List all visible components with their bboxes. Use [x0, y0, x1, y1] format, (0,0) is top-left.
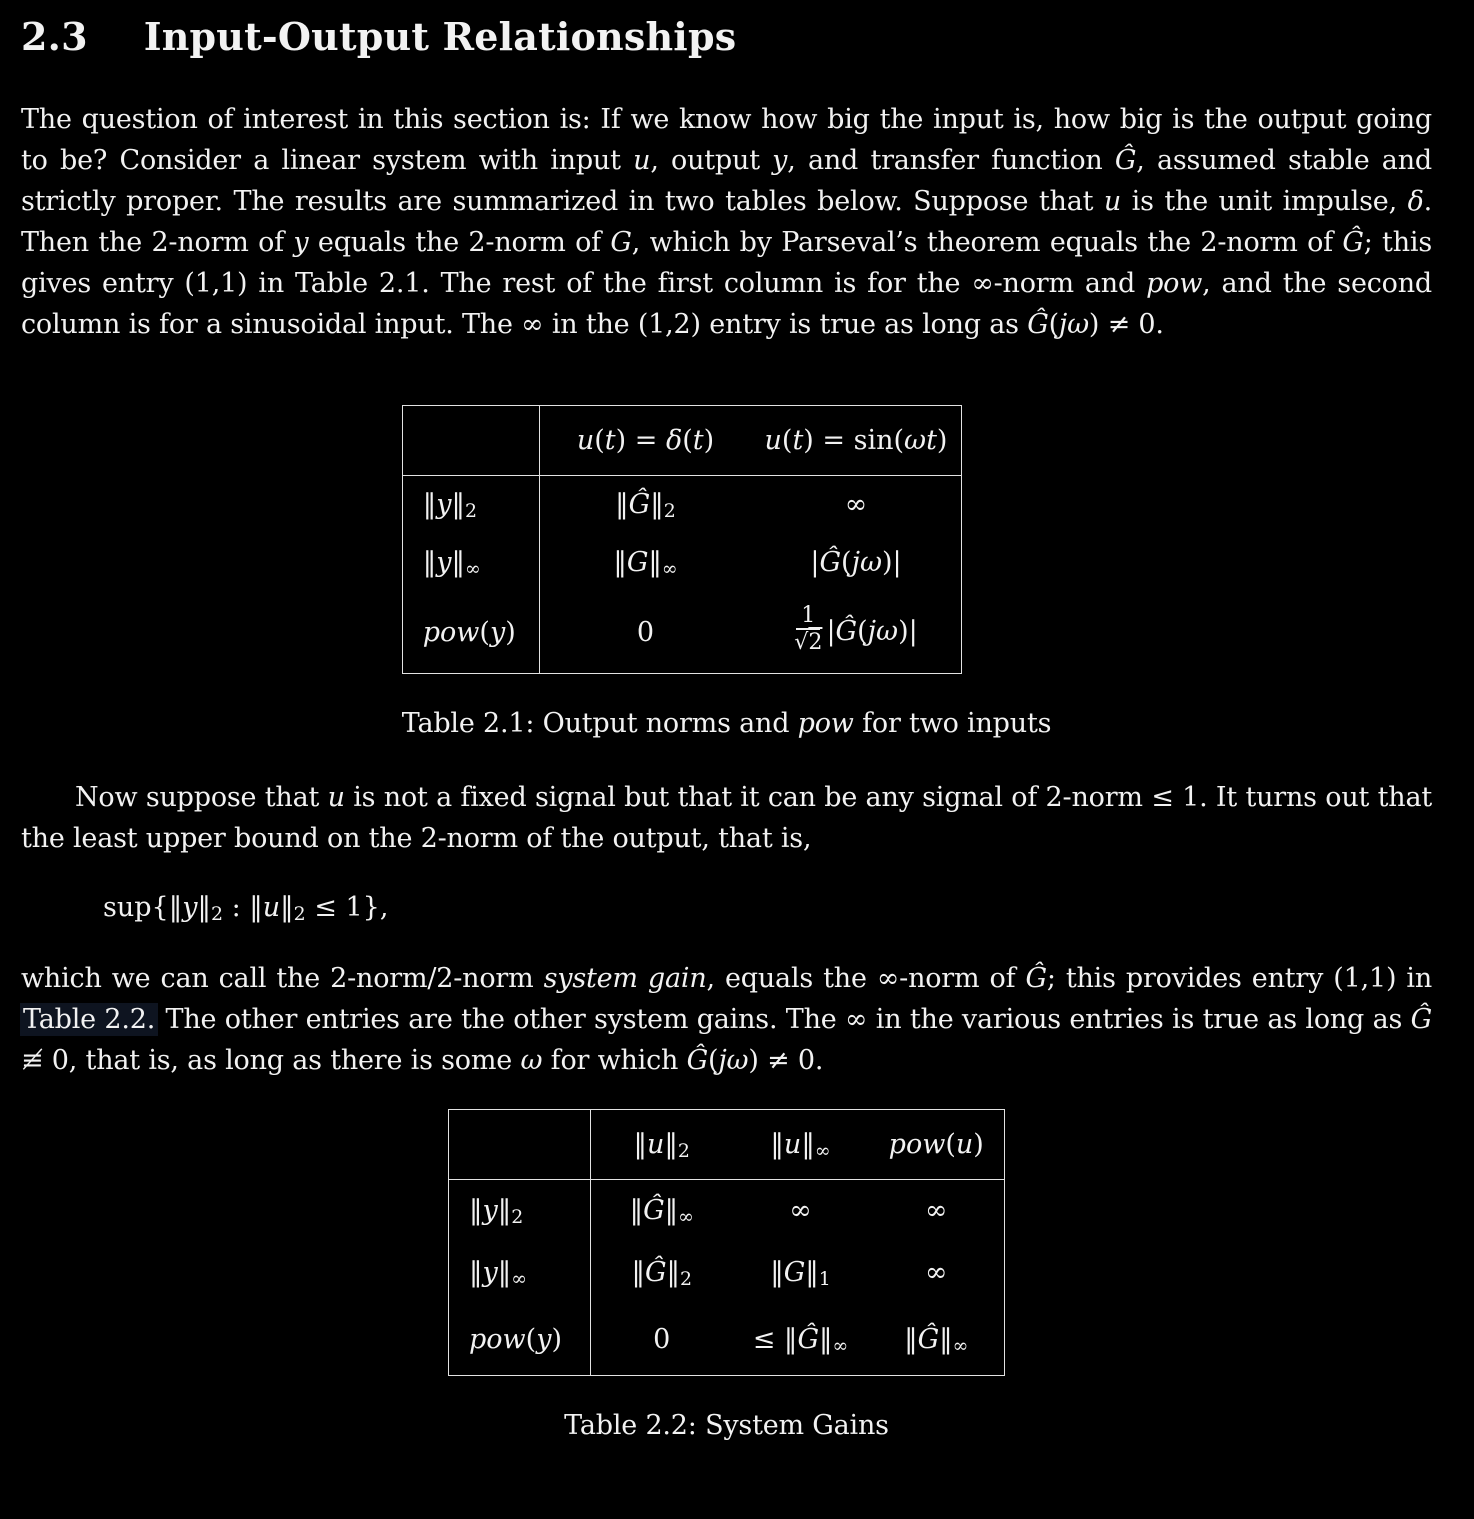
text-run: 0 — [653, 1323, 671, 1355]
text-run: pow — [422, 616, 480, 648]
text-run: G — [610, 227, 632, 258]
cell — [869, 1180, 1005, 1242]
table-2-1-caption — [402, 708, 1052, 739]
text-run: ) ≠ 0. — [1088, 309, 1164, 340]
text-run: Now suppose that — [75, 782, 328, 813]
text-run: ) — [703, 425, 715, 456]
text-run: ) = — [615, 425, 666, 456]
text-run: ‖ — [770, 1129, 784, 1160]
text-run: ( — [708, 1045, 719, 1076]
paragraph-intro — [21, 99, 1432, 345]
text-run: , equals the ∞-norm of — [706, 963, 1026, 994]
text-run: ∞ — [925, 1195, 948, 1227]
text-run: 1 — [818, 1268, 831, 1291]
text-run: ) — [551, 1323, 563, 1355]
text-run: ) — [505, 616, 516, 648]
text-run: ≢ 0, that is, as long as there is some — [21, 1045, 521, 1076]
text-run: 2 — [808, 629, 823, 656]
cell — [869, 1242, 1005, 1304]
table-row — [402, 534, 961, 592]
text-run: y — [482, 1257, 498, 1288]
col-header-impulse-input — [539, 406, 751, 476]
text-run: ‖ — [469, 1257, 483, 1288]
section-title: Input-Output Relationships — [143, 14, 737, 59]
text-run: jω — [1058, 309, 1089, 340]
text-run: u — [647, 1129, 665, 1160]
text-run: Table 2.1: Output norms and — [401, 708, 798, 739]
table-2-2-header-row — [449, 1110, 1005, 1180]
text-run: which we can call the 2-norm/2-norm — [21, 963, 544, 994]
text-run: Ĝ — [917, 1323, 940, 1355]
text-run: ( — [525, 1323, 537, 1355]
corner-cell — [402, 406, 539, 476]
cell — [751, 476, 961, 534]
text-run: y — [436, 489, 452, 521]
cell — [751, 592, 961, 674]
text-run: ∞ — [832, 1334, 849, 1357]
cell — [539, 592, 751, 674]
text-run: ( — [781, 425, 793, 456]
col-header-u-2norm — [591, 1110, 733, 1180]
text-run: , output — [650, 145, 773, 176]
cell — [733, 1304, 869, 1376]
row-label-pow-y — [402, 592, 539, 674]
text-run: ∞ — [511, 1268, 528, 1291]
text-run: y — [182, 892, 198, 923]
text-run: Ĝ — [686, 1045, 708, 1076]
text-run: u — [262, 892, 281, 923]
text-run: ‖ — [422, 547, 437, 578]
table-2-1-header-row — [402, 406, 961, 476]
text-run: ) — [973, 1129, 984, 1160]
table-2-2-figure — [448, 1109, 1005, 1441]
text-run: ‖ — [422, 489, 437, 521]
text-run: 0 — [636, 616, 655, 648]
text-run: ‖ — [650, 489, 664, 521]
text-run: Ĝ — [643, 1195, 665, 1227]
text-run: t — [604, 425, 616, 456]
text-run: ∞ — [789, 1195, 812, 1227]
text-run: pow — [888, 1129, 946, 1160]
section-heading — [21, 14, 1432, 59]
text-run: ( — [682, 425, 693, 456]
cell — [869, 1304, 1005, 1376]
text-run: ‖ — [939, 1323, 953, 1355]
table-2-2 — [448, 1109, 1005, 1376]
text-run: ‖ — [631, 1257, 645, 1288]
table-2-2-link[interactable]: Table 2.2. — [20, 1003, 158, 1036]
text-run: Table 2.2: System Gains — [564, 1410, 889, 1441]
table-row — [402, 476, 961, 534]
row-label-y-2norm — [402, 476, 539, 534]
col-header-pow-u — [869, 1110, 1005, 1180]
table-2-2-caption — [448, 1410, 1005, 1441]
cell — [591, 1242, 733, 1304]
text-run: ( — [594, 425, 605, 456]
cell — [591, 1180, 733, 1242]
text-run: ‖ — [497, 1195, 512, 1227]
text-run: u — [764, 425, 782, 456]
text-run: u — [955, 1129, 974, 1160]
text-run: ‖ — [770, 1257, 784, 1288]
text-run: ‖ — [664, 1195, 679, 1227]
text-run: Ĝ — [1025, 963, 1047, 994]
section-number: 2.3 — [21, 14, 88, 59]
text-run: pow — [469, 1323, 526, 1355]
text-run: . Then the 2-norm of — [21, 186, 1433, 258]
text-run: ; this provides entry (1,1) in — [1046, 963, 1433, 994]
text-run: ( — [1048, 309, 1059, 340]
text-run: ‖ — [613, 547, 627, 578]
cell — [539, 476, 751, 534]
text-run: G — [783, 1257, 806, 1288]
text-run: ∞ — [678, 1206, 694, 1229]
text-run: is the unit impulse, — [1121, 186, 1408, 217]
text-run: for two inputs — [853, 708, 1052, 739]
paragraph-sup-intro — [21, 777, 1432, 859]
text-run: ∞ — [925, 1257, 948, 1288]
text-run: y — [489, 616, 506, 648]
text-run: , which by Parseval’s theorem equals the 2-norm of — [631, 227, 1343, 258]
text-run: √ — [794, 629, 809, 656]
text-run: Ĝ — [1410, 1004, 1432, 1035]
cell — [591, 1304, 733, 1376]
text-run: 2 — [293, 903, 306, 926]
text-run: ‖ — [497, 1257, 512, 1288]
text-run: : ‖ — [223, 892, 263, 923]
text-run: Ĝ — [797, 1323, 820, 1355]
row-label-y-infnorm — [402, 534, 539, 592]
text-run: , assumed stable and strictly proper. The results are summarized in two tables below. Suppose that — [21, 145, 1432, 217]
text-run: ‖ — [197, 892, 211, 923]
text-run: ; this gives entry (1,1) in Table 2.1. The rest of the first column is for the ∞-norm and — [21, 227, 1432, 299]
text-run: ≤ ‖ — [752, 1323, 798, 1355]
text-run: , and transfer function — [787, 145, 1115, 176]
text-run: ‖ — [280, 892, 294, 923]
cell — [733, 1180, 869, 1242]
text-run: The other entries are the other system gains. The ∞ in the various entries is true as long as — [157, 1004, 1411, 1035]
table-row — [449, 1180, 1005, 1242]
text-run: equals the 2-norm of — [308, 227, 611, 258]
text-run: G — [626, 547, 649, 578]
cell — [751, 534, 961, 592]
text-run: Ĝ — [644, 1257, 667, 1288]
row-label-pow-y — [449, 1304, 591, 1376]
text-run: y — [436, 547, 452, 578]
text-run: system gain — [543, 963, 707, 994]
text-run: for which — [542, 1045, 687, 1076]
text-run: ≤ 1}, — [305, 892, 389, 923]
text-run: u — [1103, 186, 1122, 217]
text-run: ‖ — [666, 1257, 681, 1288]
text-run: ‖ — [469, 1195, 483, 1227]
text-run: u — [783, 1129, 802, 1160]
text-run: δ — [1407, 186, 1424, 217]
text-run: y — [536, 1323, 552, 1355]
text-run: 2 — [511, 1206, 524, 1229]
text-run: y — [772, 145, 788, 176]
table-row — [449, 1242, 1005, 1304]
text-run: 2 — [680, 1268, 693, 1291]
text-run: ωt — [904, 425, 937, 456]
text-run: ( — [945, 1129, 956, 1160]
table-2-1 — [402, 405, 962, 674]
col-header-u-infnorm — [733, 1110, 869, 1180]
text-run: ) — [936, 425, 948, 456]
text-run: ‖ — [451, 489, 465, 521]
text-run: u — [576, 425, 595, 456]
text-run: Ĝ — [1114, 145, 1137, 176]
text-run: is not a fixed signal but that it can be any signal of 2-norm ≤ 1. It turns out that the least upper bound on the 2-norm of the output, that is, — [21, 782, 1432, 854]
text-run: 2 — [677, 1140, 690, 1163]
text-run: 1 — [801, 601, 816, 628]
text-run: pow — [1146, 268, 1203, 299]
text-run: )| — [881, 547, 902, 578]
text-run: 2 — [663, 500, 676, 523]
text-run: 2 — [210, 903, 224, 926]
text-run: ( — [857, 615, 868, 647]
text-run: u — [633, 145, 651, 176]
cell — [539, 534, 751, 592]
text-run: )| — [898, 615, 918, 647]
table-2-1-figure — [402, 405, 1052, 739]
text-run: ) ≠ 0. — [748, 1045, 824, 1076]
text-run: ( — [841, 547, 852, 578]
fraction — [794, 603, 822, 656]
text-run: ‖ — [904, 1323, 918, 1355]
text-run: Ĝ — [1027, 309, 1049, 340]
text-run: ‖ — [648, 547, 662, 578]
text-run: ‖ — [819, 1323, 833, 1355]
paragraph-system-gains — [21, 958, 1432, 1081]
text-run: ( — [479, 616, 490, 648]
text-run: ∞ — [814, 1140, 831, 1163]
table-row — [402, 592, 961, 674]
text-run: jω — [718, 1045, 749, 1076]
text-run: ‖ — [801, 1129, 815, 1160]
text-run: | — [826, 615, 836, 647]
row-label-y-infnorm — [449, 1242, 591, 1304]
text-run: y — [293, 227, 309, 258]
text-run: ∞ — [952, 1334, 969, 1357]
text-run: Ĝ — [628, 489, 651, 521]
text-run: ‖ — [629, 1195, 644, 1227]
sup-equation — [103, 887, 1432, 928]
text-run: ∞ — [844, 489, 868, 521]
text-run: u — [327, 782, 345, 813]
text-run: y — [482, 1195, 498, 1227]
text-run: jω — [867, 615, 899, 647]
text-run: ∞ — [661, 558, 678, 581]
text-run: ) = sin( — [803, 425, 905, 456]
text-run: ∞ — [465, 558, 481, 581]
text-run: pow — [797, 708, 854, 739]
table-row — [449, 1304, 1005, 1376]
text-run: sup{‖ — [103, 892, 183, 923]
text-run: δ — [665, 425, 683, 456]
text-run: ‖ — [664, 1129, 678, 1160]
text-run: Ĝ — [819, 547, 842, 578]
text-run: Ĝ — [835, 615, 858, 647]
text-run: The question of interest in this section is: If we know how big the input is, how big is the output going to be? Consider a linear system with input — [21, 104, 1432, 176]
row-label-y-2norm — [449, 1180, 591, 1242]
text-run: ‖ — [805, 1257, 819, 1288]
text-run: ‖ — [615, 489, 629, 521]
text-run: | — [810, 547, 820, 578]
cell — [733, 1242, 869, 1304]
text-run: , and the second column is for a sinusoidal input. The ∞ in the (1,2) entry is true as long as — [21, 268, 1432, 340]
text-run: ω — [520, 1045, 543, 1076]
text-run: t — [792, 425, 804, 456]
col-header-sinusoid-input — [751, 406, 961, 476]
text-run: ‖ — [451, 547, 465, 578]
corner-cell — [449, 1110, 591, 1180]
text-run: t — [692, 425, 704, 456]
text-run: Ĝ — [1342, 227, 1364, 258]
text-run: jω — [851, 547, 882, 578]
text-run: 2 — [465, 500, 478, 523]
text-run: ‖ — [633, 1129, 648, 1160]
